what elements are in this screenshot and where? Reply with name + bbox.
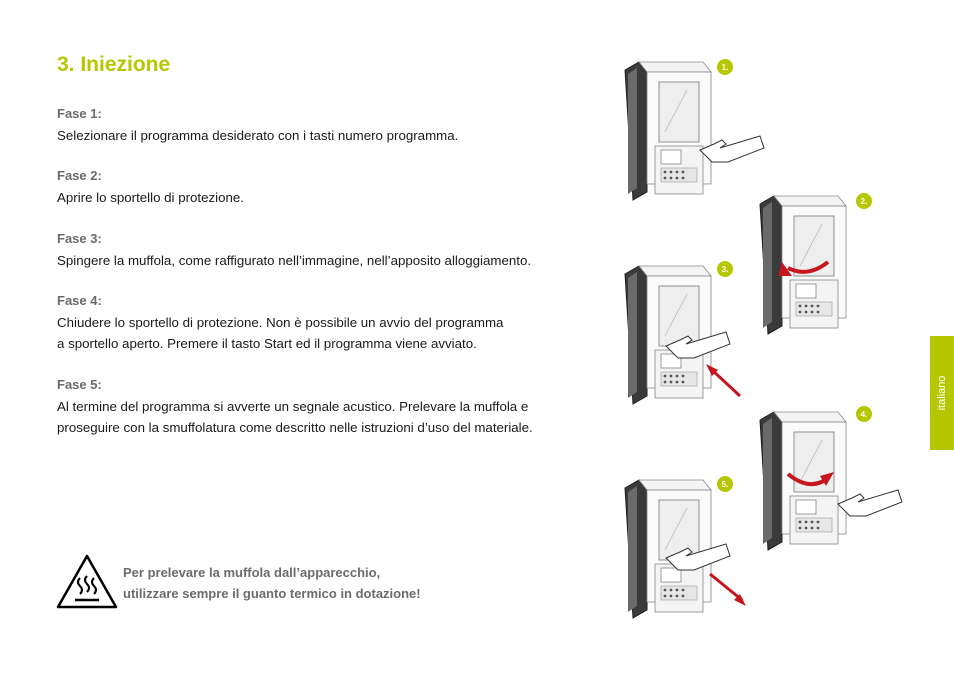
page-title: 3. Iniezione [57,53,171,76]
language-tab [930,336,954,450]
phase-text: Spingere la muffola, come raffigurato nell’immagine, nell’apposito alloggiamento. [57,253,532,268]
phase-3 [57,229,587,271]
step-3-illustration [625,266,740,404]
phase-label: Fase 2: [57,168,102,183]
step-5-badge-label: 5. [721,480,729,489]
phase-2 [57,166,587,208]
hot-surface-warning-icon [56,554,118,610]
step-5-illustration [625,480,746,618]
warning-line-1: Per prelevare la muffola dall’apparecchio, [123,565,381,580]
warning-text [123,562,421,604]
phase-1 [57,104,587,146]
step-1-badge [717,59,733,75]
phase-text-line-1: Chiudere lo sportello di protezione. Non è possibile un avvio del programma [57,315,504,330]
phase-label: Fase 4: [57,293,102,308]
step-2-illustration [760,196,846,334]
phase-5 [57,375,587,438]
phase-text: Aprire lo sportello di protezione. [57,190,244,205]
step-1-badge-label: 1. [721,63,729,72]
phase-label: Fase 5: [57,377,102,392]
step-2-badge [856,193,872,209]
phase-text: Selezionare il programma desiderato con i tasti numero programma. [57,128,459,143]
step-1-illustration [625,62,764,200]
step-4-badge-label: 4. [860,410,868,419]
step-2-badge-label: 2. [860,197,868,206]
language-tab-label: italiano [936,375,948,411]
phase-label: Fase 1: [57,106,102,121]
phase-label: Fase 3: [57,231,102,246]
step-5-badge [717,476,733,492]
step-4-illustration [760,412,902,550]
step-4-badge [856,406,872,422]
procedure-illustrations [600,40,920,630]
phase-text-line-1: Al termine del programma si avverte un segnale acustico. Prelevare la muffola e [57,399,529,414]
phase-text-line-2: a sportello aperto. Premere il tasto Start ed il programma viene avviato. [57,336,477,351]
warning-line-2: utilizzare sempre il guanto termico in dotazione! [123,586,421,601]
step-3-badge [717,261,733,277]
phase-4 [57,291,587,354]
step-3-badge-label: 3. [721,265,729,274]
phase-text-line-2: proseguire con la smuffolatura come descritto nelle istruzioni d’uso del materiale. [57,420,533,435]
